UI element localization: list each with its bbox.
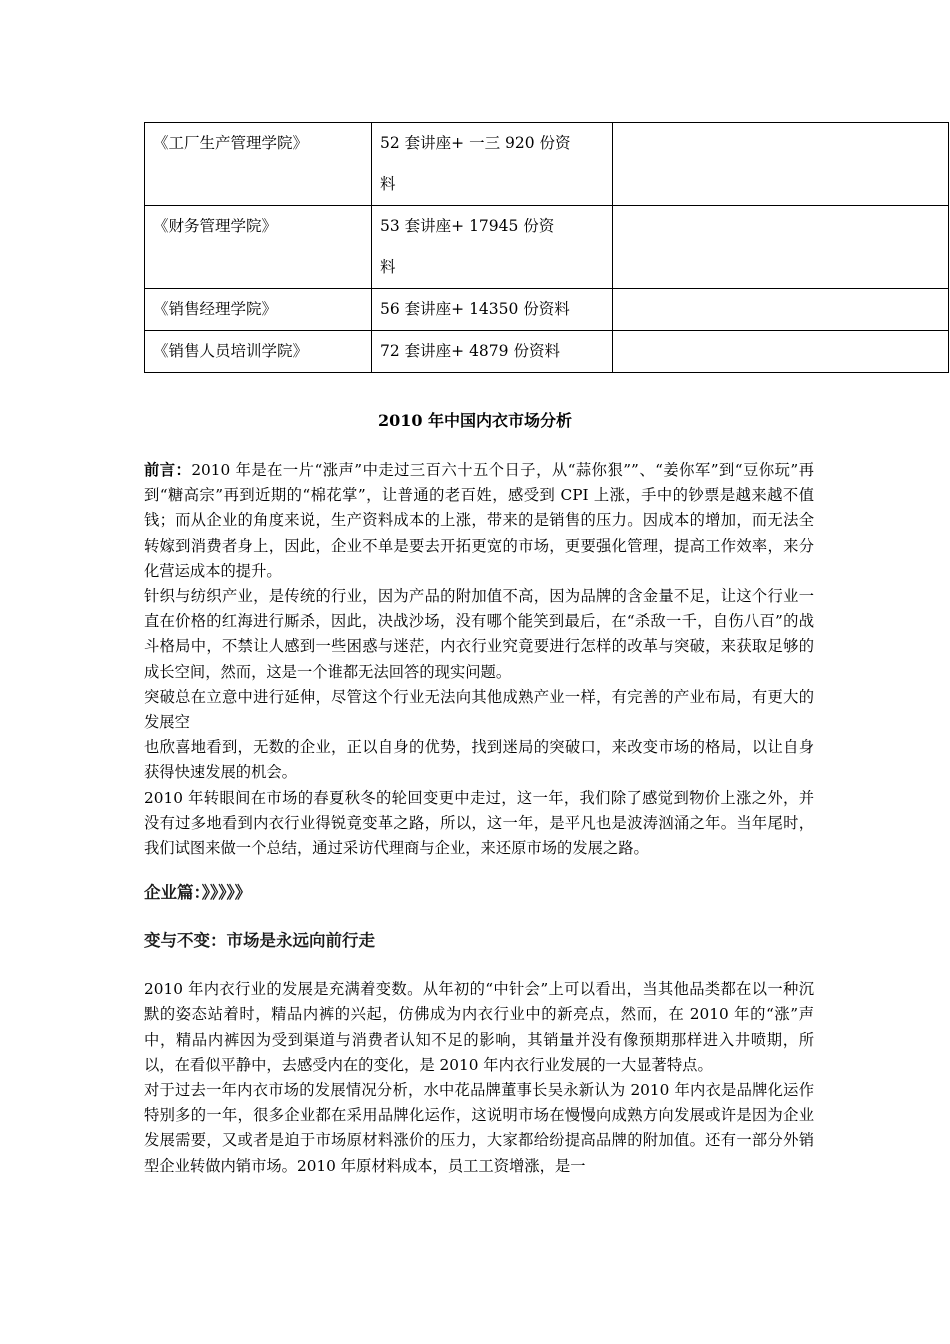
course-table [144,122,949,373]
paragraph: 2010 年转眼间在市场的春夏秋冬的轮回变更中走过，这一年，我们除了感觉到物价上涨之外，并没有过多地看到内衣行业得锐竟变革之路，所以，这一年，是平凡也是波涛汹涌之年。当年尾时，我们试图来做一个总结，通过采访代理商与企业，来还原市场的发展之路。 [144,788,814,858]
course-name: 《财务管理学院》 [145,206,372,289]
course-detail-line: 料 [380,258,396,276]
table-row [145,206,949,289]
course-detail-line: 料 [380,175,396,193]
paragraph: 2010 年内衣行业的发展是充满着变数。从年初的“中针会”上可以看出，当其他品类都在以一种沉默的姿态站着时，精品内裤的兴起，仿佛成为内衣行业中的新亮点，然而，在 2010 年的“涨”声中，精品内裤因为受到渠道与消费者认知不足的影响，其销量并没有像预期那样进入井喷期，所以，在看似平静中，去感受内在的变化，是 2010 年内衣行业发展的一大显著特点。 [144,980,814,1074]
preface-text: 2010 年是在一片“涨声”中走过三百六十五个日子，从“蒜你狠””、“姜你军”到“豆你玩”再到“糖高宗”再到近期的“棉花掌”，让普通的老百姓，感受到 CPI 上涨，手中的钞票是越来越不值钱；而从企业的角度来说，生产资料成本的上涨，带来的是销售的压力。因成本的增加，而无法全转嫁到消费者身上，因此，企业不单是要去开拓更宽的市场，更要强化管理，提高工作效率，来分化营运成本的提升。 [144,461,814,580]
course-detail-line: 52 套讲座+ 一三 920 份资 [380,134,571,152]
course-extra [613,331,949,373]
table-row [145,331,949,373]
course-extra [613,123,949,206]
course-detail [372,206,613,289]
section-heading: 企业篇：》》》》》 [144,883,252,903]
paragraph: 突破总在立意中进行延伸，尽管这个行业无法向其他成熟产业一样，有完善的产业布局，有更大的发展空 [144,687,814,732]
article-title: 2010 年中国内衣市场分析 [377,411,573,430]
paragraph: 也欣喜地看到，无数的企业，正以自身的优势，找到迷局的突破口，来改变市场的格局，以让自身获得快速发展的机会。 [144,738,814,782]
table-row [145,289,949,331]
course-detail: 72 套讲座+ 4879 份资料 [372,331,613,373]
article-body [144,458,814,1179]
table-row [145,123,949,206]
paragraph: 针织与纺织产业，是传统的行业，因为产品的附加值不高，因为品牌的含金量不足，让这个行业一直在价格的红海进行厮杀，因此，决战沙场，没有哪个能笑到最后，在“杀敌一千，自伤八百”的战斗格局中，不禁让人感到一些困惑与迷茫，内衣行业究竟要进行怎样的改革与突破，来获取足够的成长空间，然而，这是一个谁都无法回答的现实问题。 [144,587,814,681]
sub-heading: 变与不变：市场是永远向前行走 [144,931,375,951]
course-name: 《销售人员培训学院》 [145,331,372,373]
course-detail: 56 套讲座+ 14350 份资料 [372,289,613,331]
paragraph: 对于过去一年内衣市场的发展情况分析，水中花品牌董事长吴永新认为 2010 年内衣是品牌化运作特别多的一年，很多企业都在采用品牌化运作，这说明市场在慢慢向成熟方向发展或许是因为企业发展需要，又或者是迫于市场原材料涨价的压力，大家都给纷提高品牌的附加值。还有一部分外销型企业转做内销市场。2010 年原材料成本，员工工资增涨，是一 [144,1081,814,1175]
preface-label: 前言： [144,461,192,479]
course-extra [613,206,949,289]
course-extra [613,289,949,331]
preface-paragraph [144,458,814,584]
course-name: 《工厂生产管理学院》 [145,123,372,206]
course-detail-line: 53 套讲座+ 17945 份资 [380,217,555,235]
course-detail [372,123,613,206]
course-name: 《销售经理学院》 [145,289,372,331]
